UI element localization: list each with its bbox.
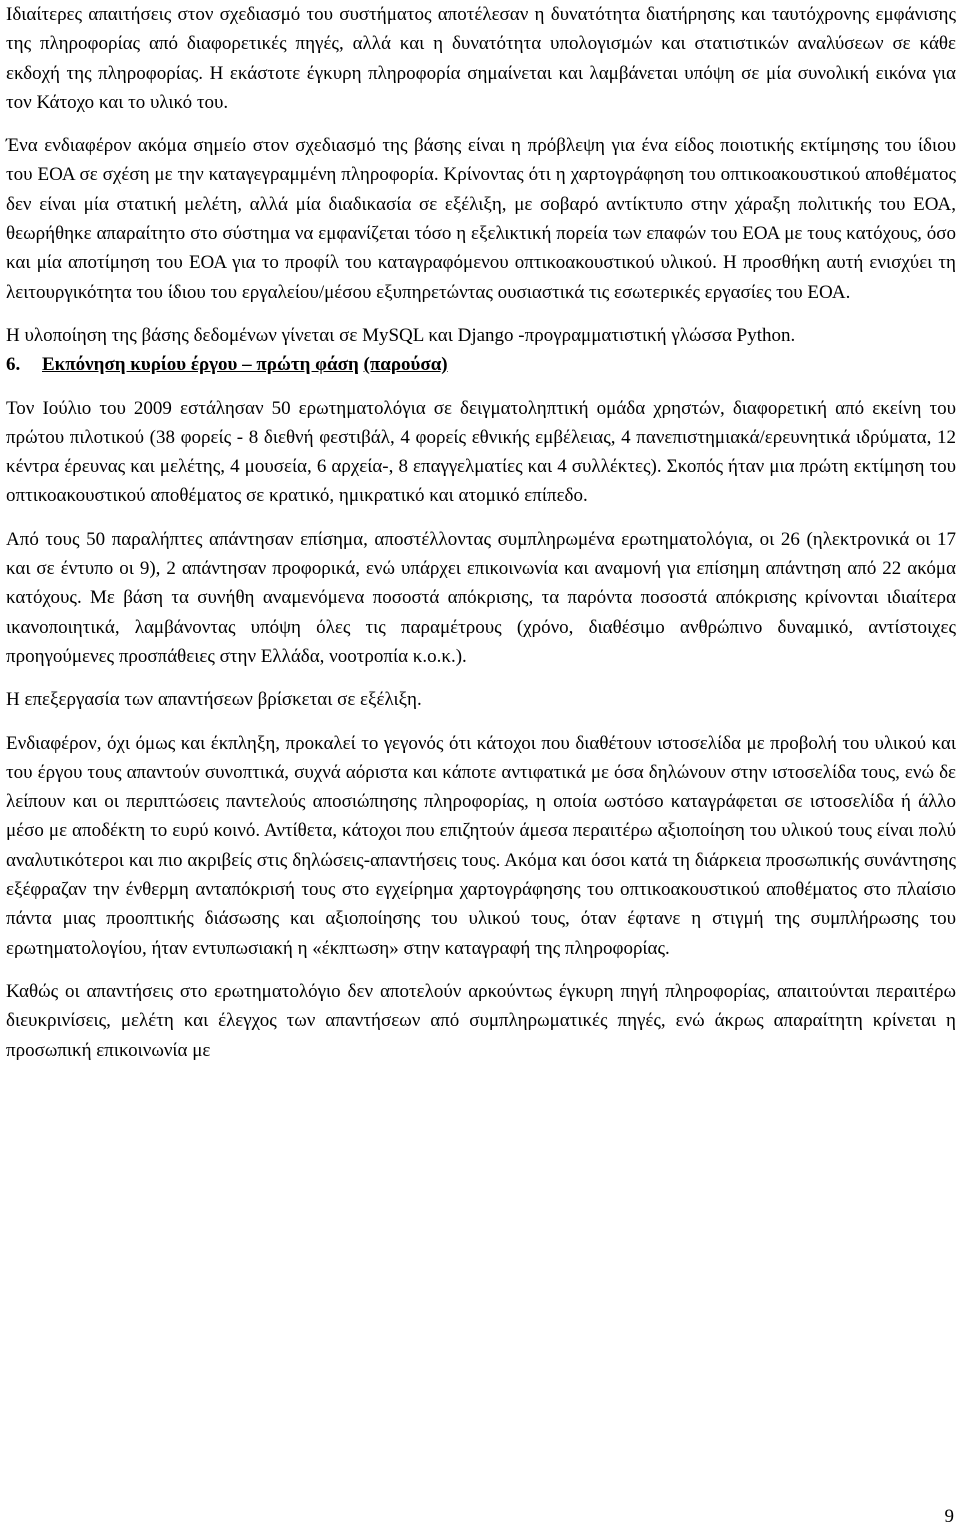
paragraph-responses: Από τους 50 παραλήπτες απάντησαν επίσημα, αποστέλλοντας συμπληρωμένα ερωτηματολόγια, οι 26 (ηλεκτρονικά οι 17 και σε έντυπο οι 9), 2 απάντησαν προφορικά, ενώ υπάρχει επικοινωνία και αναμονή για επίσημη απάντηση από 22 ακόμα κατόχους. Με βάση τα συνήθη αναμενόμενα ποσοστά απόκρισης, τα παρόντα ποσοστά απόκρισης κρίνονται ιδιαίτερα ικανοποιητικά, λαμβάνοντας υπόψη όλες τις παραμέτρους (χρόνο, διαθέσιμο ανθρώπινο δυναμικό, αντίστοιχες προηγούμενες προσπάθειες στην Ελλάδα, νοοτροπία κ.ο.κ.).	[6, 528, 956, 667]
section-title: Εκπόνηση κυρίου έργου – πρώτη φάση	[42, 354, 359, 376]
section-heading	[6, 350, 956, 379]
paragraph-implementation: Η υλοποίηση της βάσης δεδομένων γίνεται σε MySQL και Django -προγραμματιστική γλώσσα Python.	[6, 324, 796, 346]
section-number: 6.	[6, 354, 21, 376]
paragraph-questionnaires-sent: Τον Ιούλιο του 2009 εστάλησαν 50 ερωτηματολόγια σε δειγματοληπτική ομάδα χρηστών, διαφορετική από εκείνη του πρώτου πιλοτικού (38 φορείς - 8 διεθνή φεστιβάλ, 4 φορείς εθνικής εμβέλειας, 4 πανεπιστημιακά/ερευνητικά ιδρύματα, 12 κέντρα έρευνας και μελέτης, 4 μουσεία, 6 αρχεία-, 8 επαγγελματίες και 4 συλλέκτες). Σκοπός ήταν μια πρώτη εκτίμηση του οπτικοακουστικού αποθέματος σε κρατικό, ημικρατικό και ατομικό επίπεδο.	[6, 397, 956, 507]
section-title-status: (παρούσα)	[363, 354, 448, 376]
page-number: 9	[944, 1506, 954, 1527]
paragraph-processing: Η επεξεργασία των απαντήσεων βρίσκεται σε εξέλιξη.	[6, 689, 422, 711]
document-page	[6, 0, 956, 1065]
paragraph-observations: Ενδιαφέρον, όχι όμως και έκπληξη, προκαλεί το γεγονός ότι κάτοχοι που διαθέτουν ιστοσελίδα με προβολή του υλικού και του έργου τους απαντούν συνοπτικά, συχνά αόριστα και κάποτε αντιφατικά με όσα δηλώνουν στην ιστοσελίδα τους, ενώ δε λείπουν και οι περιπτώσεις παντελούς αποσιώπησης πληροφορίας, η οποία ωστόσο καταγράφεται σε ιστοσελίδα ή άλλο μέσο με αποδέκτη το ευρύ κοινό. Αντίθετα, κάτοχοι που επιζητούν άμεσα περαιτέρω αξιοποίηση του υλικού τους είναι πολύ αναλυτικότεροι και πιο ακριβείς στις δηλώσεις-απαντήσεις τους. Ακόμα και όσοι κατά τη διάρκεια προσωπικής συνάντησης εξέφραζαν την ένθερμη ανταπόκρισή τους στο εγχείρημα χαρτογράφησης του οπτικοακουστικού αποθέματος στο πλαίσιο πάντα μιας προοπτικής διάσωσης και αξιοποίησης του υλικού τους, όταν έφτανε η στιγμή της συμπλήρωσης του ερωτηματολογίου, ήταν εντυπωσιακή η «έκπτωση» στην καταγραφή της πληροφορίας.	[6, 732, 956, 959]
paragraph-quality-assessment: Ένα ενδιαφέρον ακόμα σημείο στον σχεδιασμό της βάσης είναι η πρόβλεψη για ένα είδος ποιοτικής εκτίμησης του ίδιου του ΕΟΑ σε σχέση με την καταγεγραμμένη πληροφορία. Κρίνοντας ότι η χαρτογράφηση του οπτικοακουστικού αποθέματος δεν είναι μία στατική μελέτη, αλλά μία διαδικασία σε εξέλιξη, με σοβαρό αντίκτυπο στην χάραξη πολιτικής του ΕΟΑ, θεωρήθηκε απαραίτητο στο σύστημα να εμφανίζεται τόσο η εξελικτική πορεία των επαφών του ΕΟΑ με τους κατόχους, όσο και μία αποτίμηση του ΕΟΑ για το προφίλ του καταγραφόμενου οπτικοακουστικού υλικού. Η προσθήκη αυτή ενισχύει τη λειτουργικότητα του ίδιου του εργαλείου/μέσου εξυπηρετώντας ουσιαστικά τις εσωτερικές εργασίες του ΕΟΑ.	[6, 135, 956, 303]
paragraph-verification: Καθώς οι απαντήσεις στο ερωτηματολόγιο δεν αποτελούν αρκούντως έγκυρη πηγή πληροφορίας, απαιτούνται περαιτέρω διευκρινίσεις, μελέτη και έλεγχος των απαντήσεων από συμπληρωματικές πηγές, ενώ άκρως απαραίτητη κρίνεται η προσωπική επικοινωνία με	[6, 980, 956, 1061]
paragraph-design-requirements: Ιδιαίτερες απαιτήσεις στον σχεδιασμό του συστήματος αποτέλεσαν η δυνατότητα διατήρησης και ταυτόχρονης εμφάνισης της πληροφορίας από διαφορετικές πηγές, αλλά και η δυνατότητα υπολογισμών και στατιστικών αναλύσεων σε κάθε εκδοχή της πληροφορίας. Η εκάστοτε έγκυρη πληροφορία σημαίνεται και λαμβάνεται υπόψη σε μία συνολική εικόνα για τον Κάτοχο και το υλικό του.	[6, 4, 956, 113]
